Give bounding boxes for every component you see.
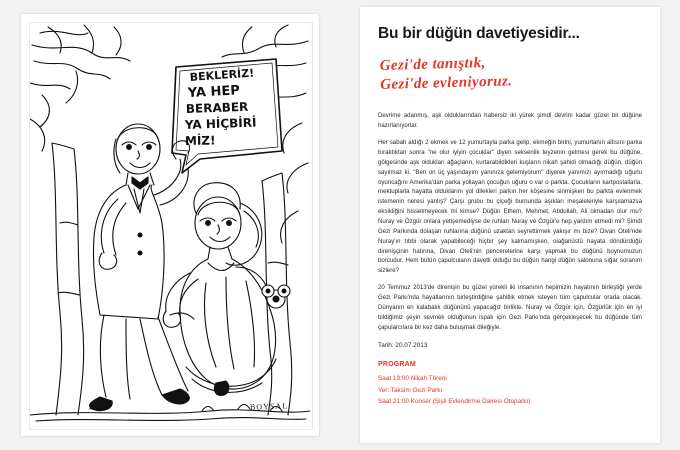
script-line-2: Gezi'de evleniyoruz. <box>380 73 513 94</box>
bubble-line-5: MİZ! <box>184 133 216 148</box>
ink-drawing-svg <box>30 23 310 427</box>
invitation-date: Tarih: 20.07.2013 <box>378 342 428 350</box>
invitation-paragraph-1: Devrime adanmış, aşk olduklarından habersiz iki yürek şimdi devrim kadar güzel bir düğüne hazırlanıyorlar. <box>378 112 642 130</box>
program-line-ceremony: Saat 19:00 Nikah Töreni <box>378 375 447 383</box>
invitation-paragraph-2: Her sabah aldığı 2 ekmek ve 12 yumurtayla parka gelip, ekmeğin birini, yumurtanın altısını parka bıraktıktan sonra "ne olur iyiyin çocuklar" diyen seksenlik teyzenin gelmesi gerek bu düğüne, gölgesinde aşk oldukları ağaçların, kurtarabildikleri kuşların nikah şahidi olmadığı düğün, düğün sayılmaz ki. "Ben on üç yaşındayım yanınıza gelemiyorum" diyerek yanımızı ayırmadığı uğurlu oyuncağını Amerika'dan parka yollayan çocuğun uğuru o var o parkta. Çocukların kartpostallarla, mektuplarla hayatta olduklarını yol dilekleri parkın her köşesine sinmişken bu parkta evlenmek istemenin neresi yanlış? Çarşı grubu bu çiçeği burnunda aşıkları meşaleleriyle karşılamazsa eksikliğini hissetmeyecek mi kimse? Düğün Ethem, Mehmet, Abdullah, Ali olmadan olur mu? Nuray ve Özgür onlara yetişemediyse de ruhları Nuray ve Özgür'e hep yardım etmedi mi? Şimdi Gezi Parkında dolaşan ruhlarına düğünü uzaktan seyrettirmek yakışır mı bize? Divan Oteli'nde Nuray'ın tıbbi olarak yapabileceği hiçbir şey kalmamışken, olağanüstü hayata döndürdüğü direnişçinin hatırına, Divan Oteli'nin pencerelerine karşı yapmak bu düğünü boynumuzun borcudur. Hem bütün çapulcuların davetli olduğu bu düğün hangi düğün salonuna sığar soranım sizlere? <box>378 139 642 275</box>
invitation-script-heading <box>379 50 642 96</box>
bubble-line-4: YA HİÇBİRİ <box>184 115 257 132</box>
bubble-line-2: YA HEP <box>187 83 241 101</box>
ink-drawing <box>29 22 313 430</box>
bubble-line-3: BERABER <box>185 99 249 116</box>
artwork-card <box>21 14 319 436</box>
program-line-concert: Saat 21:00 Konser (Şişli Evlendirme Dairesi Otoparkı) <box>378 397 531 405</box>
invitation-title: Bu bir düğün davetiyesidir... <box>378 25 580 42</box>
invitation-paragraph-3: 20 Temmuz 2013'de direnişin bu güzel yürekli iki insanının hepimizin hayatının birleştiği yerde Gezi Parkı'nda hayatlarının birleştirdiğine şahitlik etmek isteyen tüm çapulcular orada olacak. Dünyanın en kalabalık düğününü yapacağız birlikte. Nuray ve Özgür için, Özgürlük için en iyi bildiğimiz şeyin sevmek olduğunun ispatı için Gezi Parkı'nda gerçekleşecek bu düğünde tüm çapularcılara bir kez daha buluşmak dileğiyle. <box>378 284 642 331</box>
invitation-card <box>360 7 660 443</box>
right-page-panel <box>340 0 680 450</box>
artist-signature: BOYSAL <box>249 401 289 412</box>
script-line-1: Gezi'de tanıştık, <box>379 55 486 75</box>
program-title: PROGRAM <box>378 361 416 369</box>
bubble-line-1: BEKLERİZ! <box>189 66 255 84</box>
program-line-venue: Yer: Taksim Gezi Parkı <box>378 386 443 394</box>
